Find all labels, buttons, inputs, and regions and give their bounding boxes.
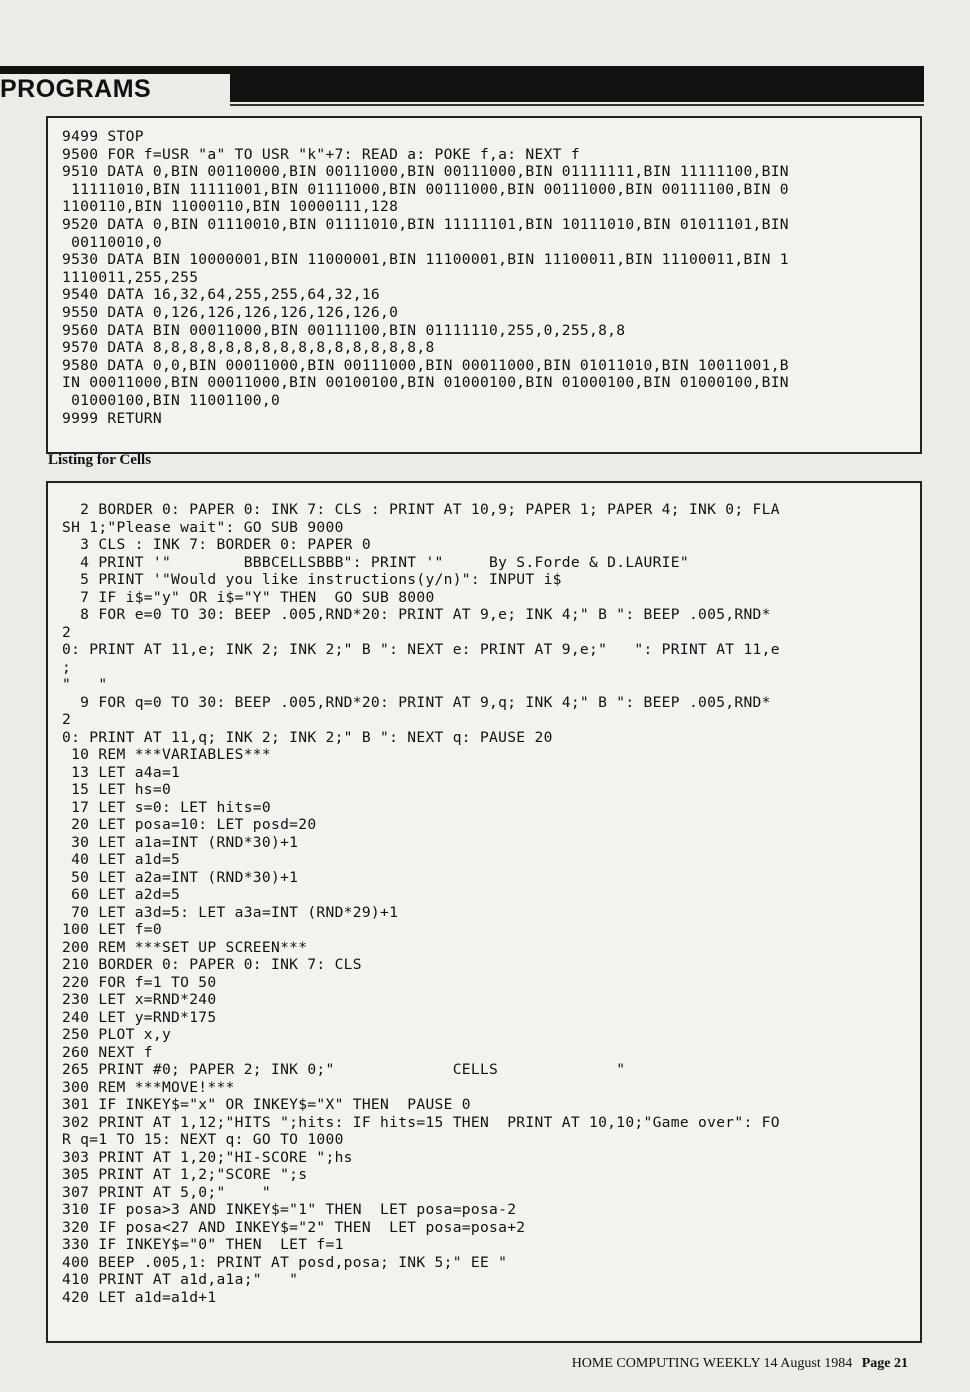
page-number: Page 21: [861, 1356, 908, 1371]
section-title: PROGRAMS: [0, 74, 230, 104]
listing-caption: Listing for Cells: [48, 452, 152, 468]
publication-name: HOME COMPUTING WEEKLY 14 August 1984: [571, 1356, 853, 1371]
listing-code-top: 9499 STOP 9500 FOR f=USR "a" TO USR "k"+7: READ a: POKE f,a: NEXT f 9510 DATA 0,BIN 00110000,BIN 00111000,BIN 00111000,BIN 01111111,BIN 11111100,BIN 11111010,BIN 11111001,BIN 01111000,BIN 00111000,BIN 00111000,BIN 00111100,BIN 0 1100110,BIN 11000110,BIN 10000111,128 9520 DATA 0,BIN 01110010,BIN 01111010,BIN 11111101,BIN 10111010,BIN 01011101,BIN 00110010,0 9530 DATA BIN 10000001,BIN 11000001,BIN 11100001,BIN 11100011,BIN 11100011,BIN 1 1110011,255,255 9540 DATA 16,32,64,255,255,64,32,16 9550 DATA 0,126,126,126,126,126,126,0 9560 DATA BIN 00011000,BIN 00111100,BIN 01111110,255,0,255,8,8 9570 DATA 8,8,8,8,8,8,8,8,8,8,8,8,8,8,8,8 9580 DATA 0,0,BIN 00011000,BIN 00111000,BIN 00011000,BIN 01011010,BIN 10011001,B IN 00011000,BIN 00011000,BIN 00100100,BIN 01000100,BIN 01000100,BIN 01000100,BIN 01000100,BIN 11001100,0 9999 RETURN: [62, 128, 789, 427]
page-footer: [572, 1356, 908, 1372]
header-rule: [230, 104, 924, 106]
listing-box-cells: [46, 481, 922, 1343]
listing-code-cells: 2 BORDER 0: PAPER 0: INK 7: CLS : PRINT AT 10,9; PAPER 1; PAPER 4; INK 0; FLA SH 1;"Please wait": GO SUB 9000 3 CLS : INK 7: BORDER 0: PAPER 0 4 PRINT '" BBBCELLSBBB": PRINT '" By S.Forde & D.LAURIE" 5 PRINT '"Would you like instructions(y/n)": INPUT i$ 7 IF i$="y" OR i$="Y" THEN GO SUB 8000 8 FOR e=0 TO 30: BEEP .005,RND*20: PRINT AT 9,e; INK 4;" B ": BEEP .005,RND* 2 0: PRINT AT 11,e; INK 2; INK 2;" B ": NEXT e: PRINT AT 9,e;" ": PRINT AT 11,e ; " " 9 FOR q=0 TO 30: BEEP .005,RND*20: PRINT AT 9,q; INK 4;" B ": BEEP .005,RND* 2 0: PRINT AT 11,q; INK 2; INK 2;" B ": NEXT q: PAUSE 20 10 REM ***VARIABLES*** 13 LET a4a=1 15 LET hs=0 17 LET s=0: LET hits=0 20 LET posa=10: LET posd=20 30 LET a1a=INT (RND*30)+1 40 LET a1d=5 50 LET a2a=INT (RND*30)+1 60 LET a2d=5 70 LET a3d=5: LET a3a=INT (RND*29)+1 100 LET f=0 200 REM ***SET UP SCREEN*** 210 BORDER 0: PAPER 0: INK 7: CLS 220 FOR f=1 TO 50 230 LET x=RND*240 240 LET y=RND*175 250 PLOT x,y 260 NEXT f 265 PRINT #0; PAPER 2; INK 0;" CELLS " 300 REM ***MOVE!*** 301 IF INKEY$="x" OR INKEY$="X" THEN PAUSE 0 302 PRINT AT 1,12;"HITS ";hits: IF hits=15 THEN PRINT AT 10,10;"Game over": FO R q=1 TO 15: NEXT q: GO TO 1000 303 PRINT AT 1,20;"HI-SCORE ";hs 305 PRINT AT 1,2;"SCORE ";s 307 PRINT AT 5,0;" " 310 IF posa>3 AND INKEY$="1" THEN LET posa=posa-2 320 IF posa<27 AND INKEY$="2" THEN LET posa=posa+2 330 IF INKEY$="0" THEN LET f=1 400 BEEP .005,1: PRINT AT posd,posa; INK 5;" EE " 410 PRINT AT a1d,a1a;" " 420 LET a1d=a1d+1: [62, 501, 780, 1306]
listing-box-top: [46, 116, 922, 454]
